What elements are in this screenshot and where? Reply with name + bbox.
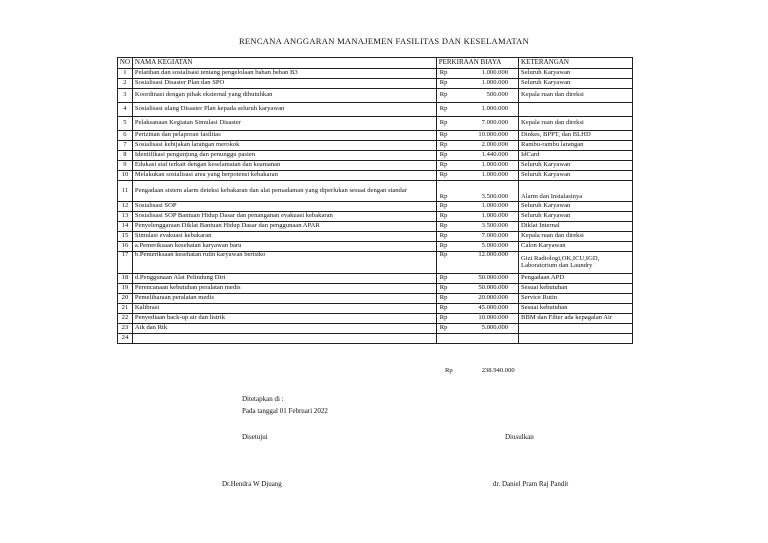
row-kegiatan: Penyediaan back-up air dan listrik (132, 314, 436, 324)
row-amount: 2.000.000 (452, 141, 519, 151)
row-no: 1 (118, 69, 133, 79)
total-rp: Rp (445, 367, 453, 374)
row-kegiatan: Atk dan Rtk (132, 324, 436, 334)
row-amount: 50.000.000 (452, 274, 519, 284)
row-kegiatan: Pengadaan sistem alarm deteksi kebakaran dan alat pemadaman yang diperlukan sesuai dengan standar (132, 181, 436, 202)
row-keterangan: Seluruh Karyawan (519, 171, 633, 181)
row-keterangan: Dinkes, BPPT, dan BLHD (519, 131, 633, 141)
row-no: 14 (118, 222, 133, 232)
row-keterangan: Rambu-rambu larangan (519, 141, 633, 151)
row-kegiatan: Pemeliharaan peralatan medis (132, 294, 436, 304)
row-no: 10 (118, 171, 133, 181)
row-keterangan: Sesuai kebutuhan (519, 284, 633, 294)
row-amount: 1.440.000 (452, 151, 519, 161)
row-amount: 1.000.000 (452, 212, 519, 222)
row-no: 17 (118, 252, 133, 274)
row-kegiatan: Melakukan sosialisasi area yang berpotensi kebakaran (132, 171, 436, 181)
row-rp: Rp (436, 242, 451, 252)
row-kegiatan: Koordinasi dengan pihak eksternal yang dibutuhkan (132, 89, 436, 103)
table-row (118, 131, 633, 141)
row-rp: Rp (436, 222, 451, 232)
table-row (118, 232, 633, 242)
row-keterangan (519, 324, 633, 334)
row-kegiatan: Sosialisasi SOP Bantuan Hidup Dasar dan penanganan evakuasi kebakaran (132, 212, 436, 222)
table-row (118, 181, 633, 202)
row-no: 18 (118, 274, 133, 284)
row-rp: Rp (436, 324, 451, 334)
table-row (118, 294, 633, 304)
row-kegiatan (132, 334, 436, 344)
row-keterangan: IdCard (519, 151, 633, 161)
row-rp: Rp (436, 69, 451, 79)
row-rp: Rp (436, 151, 451, 161)
table-row (118, 274, 633, 284)
row-kegiatan: Pelatihan dan sosialisasi tentang pengelolaan bahan beban B3 (132, 69, 436, 79)
row-kegiatan: Penyelenggaraan Diklat Bantuan Hidup Dasar dan penggunaan APAR (132, 222, 436, 232)
row-amount: 1.000.000 (452, 202, 519, 212)
table-row (118, 79, 633, 89)
row-kegiatan: Pelaksanaan Kegiatan Simulasi Disaster (132, 117, 436, 131)
signer-left: Dr.Hendra W Djuang (222, 480, 282, 488)
row-no: 19 (118, 284, 133, 294)
row-rp: Rp (436, 202, 451, 212)
row-kegiatan: d.Penggunaan Alat Pelindung Diri (132, 274, 436, 284)
total-amount: 238.940.000 (481, 367, 515, 374)
row-rp (436, 334, 451, 344)
row-rp: Rp (436, 294, 451, 304)
row-no: 22 (118, 314, 133, 324)
row-amount: 7.000.000 (452, 117, 519, 131)
row-amount: 5.000.000 (452, 242, 519, 252)
table-row (118, 89, 633, 103)
row-amount: 500.000 (452, 89, 519, 103)
table-row (118, 304, 633, 314)
row-kegiatan: Edukasi staf terkait dengan keselamatan dan keamanan (132, 161, 436, 171)
row-rp: Rp (436, 171, 451, 181)
row-amount: 10.000.000 (452, 314, 519, 324)
row-keterangan: Seluruh Karyawan (519, 69, 633, 79)
row-amount: 1.000.000 (452, 103, 519, 117)
row-rp: Rp (436, 79, 451, 89)
row-no: 24 (118, 334, 133, 344)
row-no: 20 (118, 294, 133, 304)
row-rp: Rp (436, 274, 451, 284)
row-no: 5 (118, 117, 133, 131)
row-keterangan (519, 103, 633, 117)
row-amount: 20.000.000 (452, 294, 519, 304)
table-row (118, 324, 633, 334)
row-kegiatan: Sosialisasi kebijakan larangan merokok (132, 141, 436, 151)
row-keterangan: Service Rutin (519, 294, 633, 304)
row-keterangan: Seluruh Karyawan (519, 202, 633, 212)
footer-place: Ditetapkan di : (242, 395, 284, 403)
row-no: 8 (118, 151, 133, 161)
row-keterangan: Seluruh Karyawan (519, 161, 633, 171)
row-kegiatan: Sosialisasi ulang Disaster Plan kepada seluruh karyawan (132, 103, 436, 117)
footer-date: Pada tanggal 01 Februari 2022 (242, 407, 328, 415)
row-kegiatan: Perencanaan kebutuhan peralatan medis (132, 284, 436, 294)
row-keterangan: Kepala ruan dan direksi (519, 232, 633, 242)
table-row (118, 284, 633, 294)
row-rp: Rp (436, 131, 451, 141)
row-keterangan: Sesuai kebutuhan (519, 304, 633, 314)
table-row (118, 151, 633, 161)
row-kegiatan: Kalibrasi (132, 304, 436, 314)
table-row (118, 161, 633, 171)
row-keterangan: Kepala ruan dan direksi (519, 117, 633, 131)
row-keterangan: Gizi Radiologi,OK,ICU,IGD, Laboratorium dan Laundry (519, 252, 633, 274)
row-keterangan: Alarm dan Instalasinya (519, 181, 633, 202)
row-amount: 1.000.000 (452, 69, 519, 79)
table-row (118, 314, 633, 324)
row-rp: Rp (436, 103, 451, 117)
row-keterangan (519, 334, 633, 344)
table-row (118, 141, 633, 151)
row-keterangan: Seluruh Karyawan (519, 79, 633, 89)
row-kegiatan: Sosialisasi Disaster Plan dan SPO (132, 79, 436, 89)
row-kegiatan: Identifikasi pengunjung dan penunggu pasien (132, 151, 436, 161)
row-keterangan: Kepala ruan dan direksi (519, 89, 633, 103)
row-rp: Rp (436, 212, 451, 222)
footer-approved: Disetujui (242, 433, 268, 441)
row-no: 6 (118, 131, 133, 141)
header-biaya: PERKIRAAN BIAYA (436, 58, 518, 69)
row-rp: Rp (436, 304, 451, 314)
row-kegiatan: a.Pemeriksaan kesehatan karyawan baru (132, 242, 436, 252)
row-no: 7 (118, 141, 133, 151)
header-no: NO (118, 58, 133, 69)
row-amount: 5.000.000 (452, 324, 519, 334)
table-row (118, 103, 633, 117)
header-keterangan: KETERANGAN (519, 58, 633, 69)
table-row (118, 117, 633, 131)
row-rp: Rp (436, 141, 451, 151)
row-no: 15 (118, 232, 133, 242)
row-amount: 1.000.000 (452, 161, 519, 171)
row-amount: 3.500.000 (452, 222, 519, 232)
row-rp: Rp (436, 89, 451, 103)
footer-proposed: Diusulkan (505, 433, 534, 441)
signer-right: dr. Daniel Pram Raj Pandit (493, 480, 569, 488)
row-rp: Rp (436, 232, 451, 242)
row-kegiatan: Perizinan dan pelaporan fasilitas (132, 131, 436, 141)
row-keterangan: BBM dan Filter ada kepagalan Air (519, 314, 633, 324)
row-amount: 50.000.000 (452, 284, 519, 294)
row-no: 4 (118, 103, 133, 117)
row-amount: 1.000.000 (452, 79, 519, 89)
row-no: 12 (118, 202, 133, 212)
row-keterangan: Calon Karyawan (519, 242, 633, 252)
budget-table (117, 57, 633, 344)
row-amount: 7.000.000 (452, 232, 519, 242)
table-row (118, 334, 633, 344)
row-no: 23 (118, 324, 133, 334)
row-amount: 12.000.000 (452, 252, 519, 274)
row-rp: Rp (436, 181, 451, 202)
row-amount: 1.000.000 (452, 171, 519, 181)
row-rp: Rp (436, 117, 451, 131)
row-no: 11 (118, 181, 133, 202)
row-kegiatan: Simulasi evakuasi kebakaran (132, 232, 436, 242)
row-rp: Rp (436, 252, 451, 274)
row-amount: 3.500.000 (452, 181, 519, 202)
row-rp: Rp (436, 161, 451, 171)
row-rp: Rp (436, 314, 451, 324)
row-no: 2 (118, 79, 133, 89)
row-no: 3 (118, 89, 133, 103)
header-kegiatan: NAMA KEGIATAN (132, 58, 436, 69)
row-amount: 10.000.000 (452, 131, 519, 141)
table-row (118, 242, 633, 252)
table-row (118, 69, 633, 79)
row-no: 13 (118, 212, 133, 222)
row-no: 21 (118, 304, 133, 314)
row-amount: 45.000.000 (452, 304, 519, 314)
row-no: 9 (118, 161, 133, 171)
total-row (445, 367, 515, 374)
row-keterangan: Diklat Internal (519, 222, 633, 232)
table-row (118, 171, 633, 181)
table-row (118, 202, 633, 212)
row-rp: Rp (436, 284, 451, 294)
row-no: 16 (118, 242, 133, 252)
row-keterangan: Seluruh Karyawan (519, 212, 633, 222)
row-keterangan: Pengadaan APD (519, 274, 633, 284)
table-row (118, 252, 633, 274)
row-kegiatan: b.Pemeriksaan kesehatan rutin karyawan berisiko (132, 252, 436, 274)
row-kegiatan: Sosialisasi SOP (132, 202, 436, 212)
table-row (118, 222, 633, 232)
table-row (118, 212, 633, 222)
row-amount (452, 334, 519, 344)
document-title: RENCANA ANGGARAN MANAJEMEN FASILITAS DAN KESELAMATAN (238, 36, 530, 46)
